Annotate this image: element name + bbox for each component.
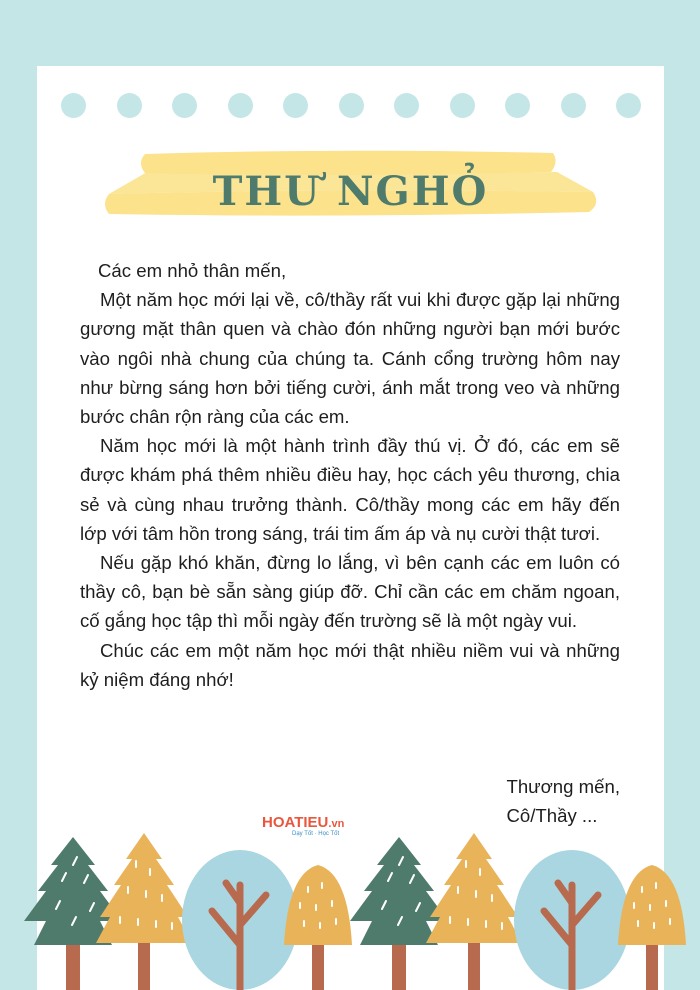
letter-paragraph: Chúc các em một năm học mới thật nhiều niềm vui và những kỷ niệm đáng nhớ! [80, 639, 620, 690]
trees-illustration [0, 825, 700, 990]
letter-closing: Thương mến, [506, 776, 620, 797]
tree-round-blue-icon [182, 850, 298, 990]
tree-orange-icon [96, 833, 192, 990]
binder-hole [61, 93, 86, 118]
binder-holes [61, 93, 641, 119]
binder-hole [283, 93, 308, 118]
tree-mushroom-icon [284, 865, 352, 990]
letter-body [80, 256, 620, 694]
binder-hole [450, 93, 475, 118]
letter-signoff [506, 772, 620, 830]
title-block [37, 146, 664, 236]
binder-hole [228, 93, 253, 118]
logo-suffix: .vn [328, 818, 345, 830]
binder-hole [172, 93, 197, 118]
letter-signature: Cô/Thầy ... [506, 805, 598, 827]
letter-paragraph: Nếu gặp khó khăn, đừng lo lắng, vì bên cạnh các em luôn có thầy cô, bạn bè sẵn sàng giúp đỡ. Chỉ cần các em chăm ngoan, cố gắng học tập thì mỗi ngày đến trường sẽ là một ngày vui. [80, 552, 620, 632]
tree-orange-icon [426, 833, 522, 990]
page-title: THƯ NGHỎ [212, 168, 489, 215]
binder-hole [339, 93, 364, 118]
logo-name: HOATIEU [262, 814, 329, 831]
tree-mushroom-icon [618, 865, 686, 990]
binder-hole [117, 93, 142, 118]
letter-greeting: Các em nhỏ thân mến, [98, 260, 287, 281]
binder-hole [505, 93, 530, 118]
logo-tagline: Dạy Tốt · Học Tốt [292, 831, 340, 837]
binder-hole [394, 93, 419, 118]
letter-paragraph: Một năm học mới lại về, cô/thầy rất vui khi được gặp lại những gương mặt thân quen và chào đón những người bạn mới bước vào ngôi nhà chung của chúng ta. Cánh cổng trường hôm nay như bừng sáng hơn bởi tiếng cười, ánh mắt trong veo và những bước chân rộn ràng của các em. [80, 289, 620, 428]
binder-hole [616, 93, 641, 118]
letter-paragraph: Năm học mới là một hành trình đầy thú vị. Ở đó, các em sẽ được khám phá thêm nhiều điều hay, học cách yêu thương, chia sẻ và cùng nhau trưởng thành. Cô/thầy mong các em hãy đến lớp với tâm hồn trong sáng, trái tim ấm áp và nụ cười thật tươi. [80, 435, 620, 544]
tree-round-blue-icon [514, 850, 630, 990]
binder-hole [561, 93, 586, 118]
